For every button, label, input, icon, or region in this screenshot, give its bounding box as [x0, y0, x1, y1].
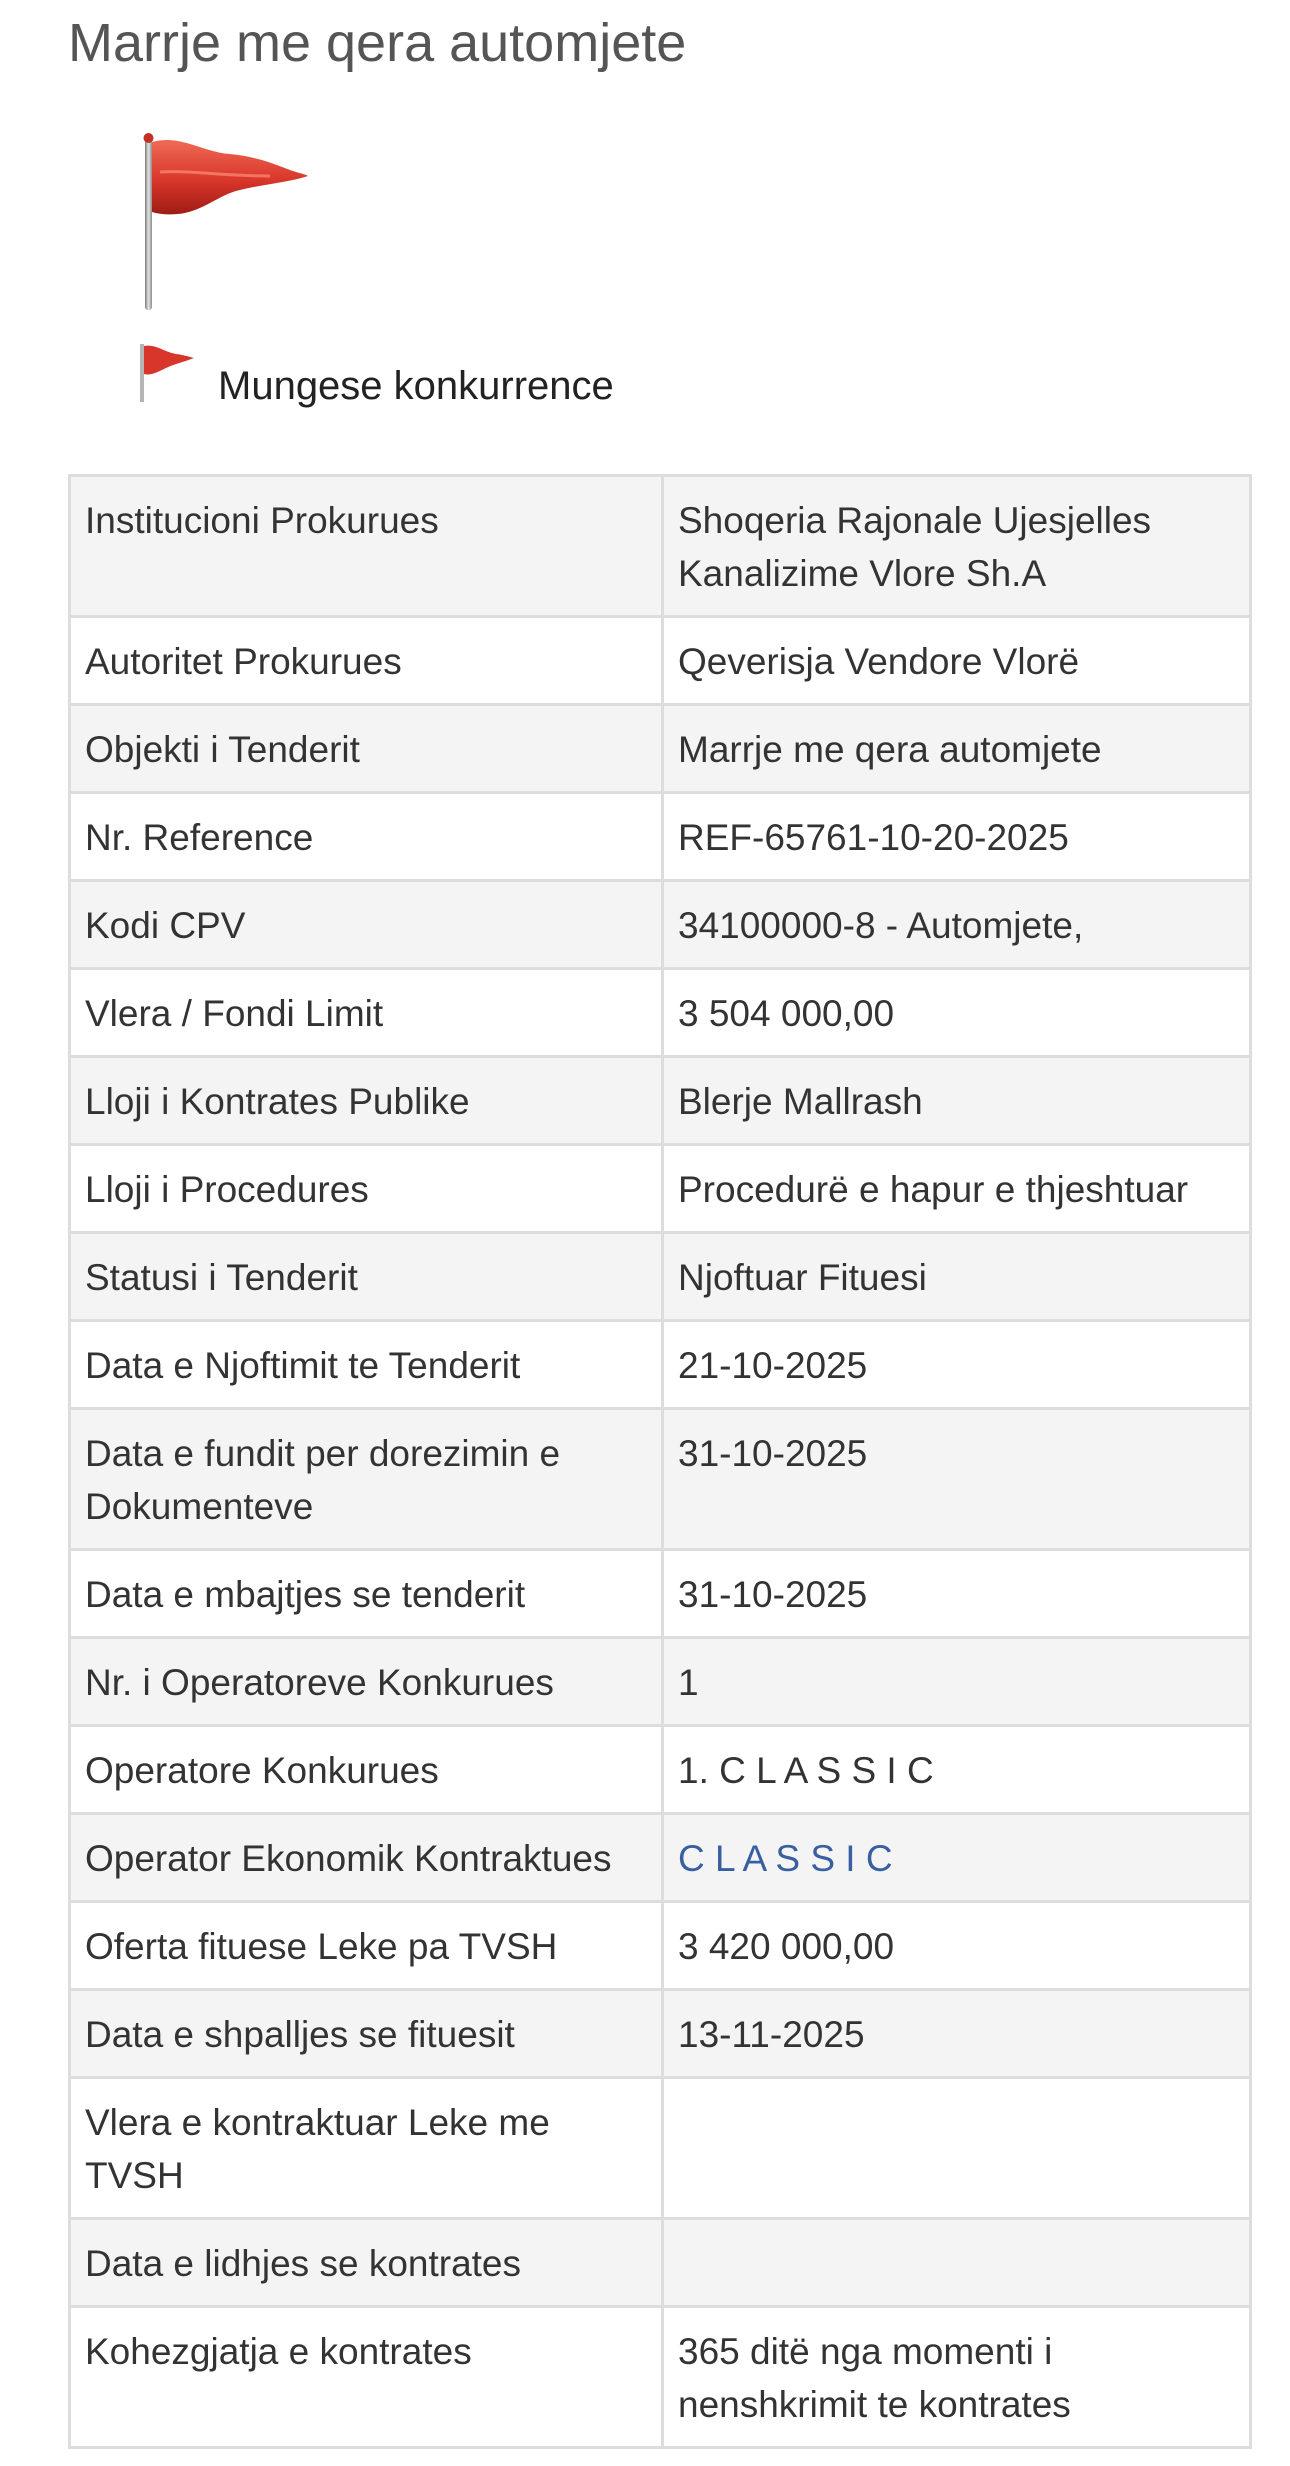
- row-value: 365 ditë nga momenti i nenshkrimit te kontrates: [663, 2307, 1251, 2448]
- row-label: Statusi i Tenderit: [70, 1233, 663, 1321]
- row-label: Autoritet Prokurues: [70, 617, 663, 705]
- tender-details-table: [68, 474, 1252, 2449]
- row-label: Kohezgjatja e kontrates: [70, 2307, 663, 2448]
- row-label: Data e fundit per dorezimin e Dokumenteve: [70, 1409, 663, 1550]
- row-label: Oferta fituese Leke pa TVSH: [70, 1902, 663, 1990]
- row-value: 34100000-8 - Automjete,: [663, 881, 1251, 969]
- row-value: Qeverisja Vendore Vlorë: [663, 617, 1251, 705]
- row-value: Procedurë e hapur e thjeshtuar: [663, 1145, 1251, 1233]
- table-row: [70, 617, 1251, 705]
- table-row: [70, 1726, 1251, 1814]
- table-row: [70, 1990, 1251, 2078]
- table-row: [70, 1057, 1251, 1145]
- row-value: [663, 2078, 1251, 2219]
- table-row: [70, 881, 1251, 969]
- table-row: [70, 2078, 1251, 2219]
- row-label: Data e mbajtjes se tenderit: [70, 1550, 663, 1638]
- red-flag-icon: [140, 132, 312, 312]
- table-row: [70, 1814, 1251, 1902]
- row-label: Kodi CPV: [70, 881, 663, 969]
- row-value: Njoftuar Fituesi: [663, 1233, 1251, 1321]
- row-label: Data e lidhjes se kontrates: [70, 2219, 663, 2307]
- row-label: Operatore Konkurues: [70, 1726, 663, 1814]
- table-row: [70, 969, 1251, 1057]
- row-label: Data e Njoftimit te Tenderit: [70, 1321, 663, 1409]
- row-value: 31-10-2025: [663, 1409, 1251, 1550]
- table-row: [70, 2307, 1251, 2448]
- table-row: [70, 1321, 1251, 1409]
- row-value: 3 504 000,00: [663, 969, 1251, 1057]
- row-label: Vlera e kontraktuar Leke me TVSH: [70, 2078, 663, 2219]
- table-row: [70, 705, 1251, 793]
- row-value: Marrje me qera automjete: [663, 705, 1251, 793]
- table-row: [70, 1550, 1251, 1638]
- row-label: Institucioni Prokurues: [70, 476, 663, 617]
- table-row: [70, 1145, 1251, 1233]
- page-title: Marrje me qera automjete: [68, 13, 687, 73]
- table-row: [70, 476, 1251, 617]
- row-value: 21-10-2025: [663, 1321, 1251, 1409]
- row-label: Operator Ekonomik Kontraktues: [70, 1814, 663, 1902]
- row-label: Lloji i Kontrates Publike: [70, 1057, 663, 1145]
- row-value: 3 420 000,00: [663, 1902, 1251, 1990]
- row-label: Nr. i Operatoreve Konkurues: [70, 1638, 663, 1726]
- table-row: [70, 1409, 1251, 1550]
- row-label: Lloji i Procedures: [70, 1145, 663, 1233]
- row-value: [663, 1814, 1251, 1902]
- row-label: Data e shpalljes se fituesit: [70, 1990, 663, 2078]
- row-value: [663, 2219, 1251, 2307]
- row-value: Shoqeria Rajonale Ujesjelles Kanalizime Vlore Sh.A: [663, 476, 1251, 617]
- table-row: [70, 1902, 1251, 1990]
- table-row: [70, 793, 1251, 881]
- small-red-flag-icon: [138, 342, 196, 402]
- row-label: Vlera / Fondi Limit: [70, 969, 663, 1057]
- row-value: Blerje Mallrash: [663, 1057, 1251, 1145]
- table-row: [70, 1233, 1251, 1321]
- row-value: 1. C L A S S I C: [663, 1726, 1251, 1814]
- row-label: Nr. Reference: [70, 793, 663, 881]
- row-value: 13-11-2025: [663, 1990, 1251, 2078]
- table-row: [70, 2219, 1251, 2307]
- contractor-link[interactable]: C L A S S I C: [678, 1838, 893, 1879]
- row-value: 31-10-2025: [663, 1550, 1251, 1638]
- table-row: [70, 1638, 1251, 1726]
- warning-label: Mungese konkurrence: [218, 364, 614, 408]
- row-value: 1: [663, 1638, 1251, 1726]
- row-value: REF-65761-10-20-2025: [663, 793, 1251, 881]
- row-label: Objekti i Tenderit: [70, 705, 663, 793]
